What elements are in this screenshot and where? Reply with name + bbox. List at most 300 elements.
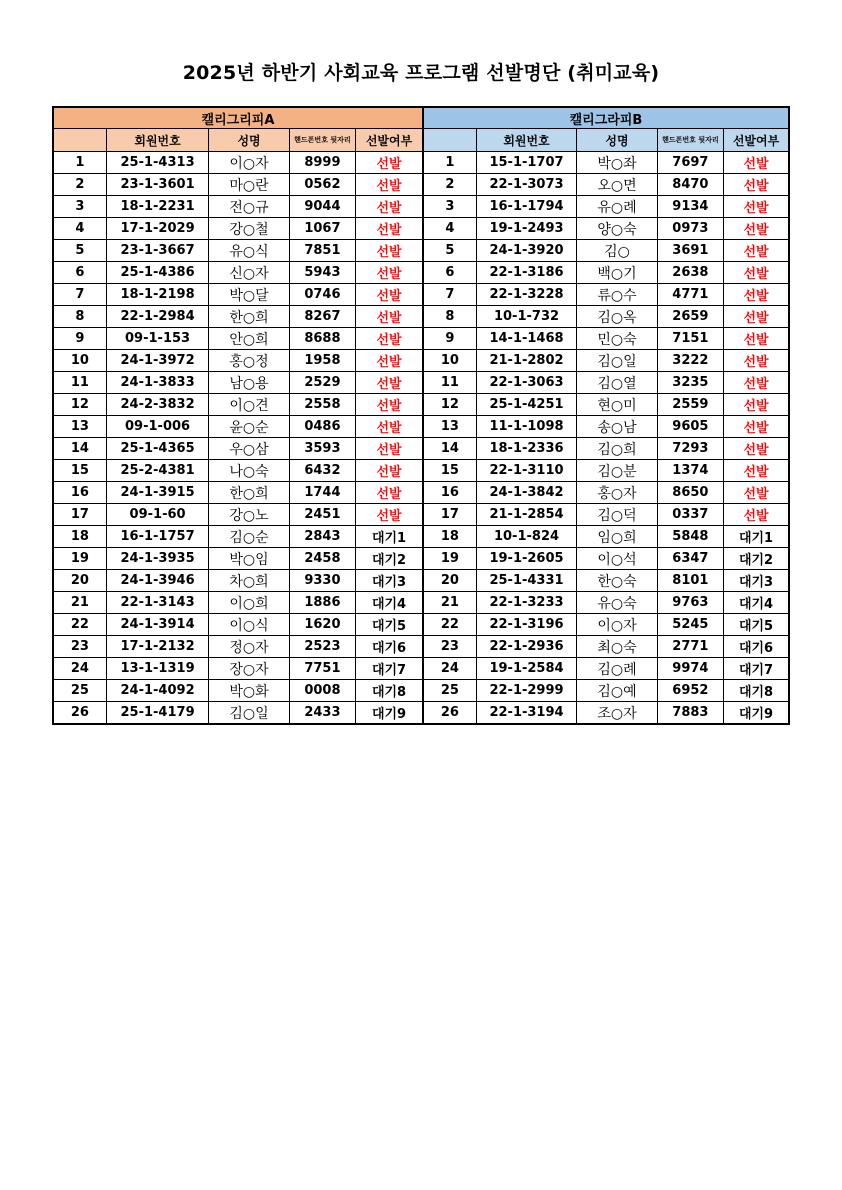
name-b: 임○희 <box>577 526 657 548</box>
member-number-a: 24-1-3972 <box>106 350 209 372</box>
member-number-a: 25-1-4313 <box>106 152 209 174</box>
result-b: 선발 <box>724 460 789 482</box>
phone-last4-b: 0973 <box>657 218 723 240</box>
name-a: 차○희 <box>209 570 289 592</box>
phone-last4-b: 0337 <box>657 504 723 526</box>
selection-table <box>52 106 790 725</box>
table-row <box>53 262 789 284</box>
table-row <box>53 218 789 240</box>
phone-last4-a: 2523 <box>289 636 355 658</box>
name-a: 전○규 <box>209 196 289 218</box>
phone-last4-b: 5848 <box>657 526 723 548</box>
name-b: 송○남 <box>577 416 657 438</box>
phone-last4-b: 9605 <box>657 416 723 438</box>
group-header-row <box>53 107 789 129</box>
name-a: 이○희 <box>209 592 289 614</box>
member-number-b: 25-1-4331 <box>476 570 577 592</box>
result-a: 대기9 <box>356 702 423 725</box>
row-number-a: 14 <box>53 438 106 460</box>
row-number-a: 21 <box>53 592 106 614</box>
result-b: 대기9 <box>724 702 789 725</box>
member-number-b: 19-1-2605 <box>476 548 577 570</box>
phone-last4-a: 0746 <box>289 284 355 306</box>
phone-last4-a: 2529 <box>289 372 355 394</box>
row-number-b: 13 <box>423 416 476 438</box>
row-number-b: 16 <box>423 482 476 504</box>
row-number-a: 26 <box>53 702 106 725</box>
result-a: 선발 <box>356 218 423 240</box>
table-row <box>53 680 789 702</box>
row-number-b: 9 <box>423 328 476 350</box>
phone-last4-b: 3222 <box>657 350 723 372</box>
row-number-b: 11 <box>423 372 476 394</box>
member-number-b: 11-1-1098 <box>476 416 577 438</box>
row-number-b: 25 <box>423 680 476 702</box>
name-b: 백○기 <box>577 262 657 284</box>
group-a-title: 캘리그리피A <box>53 107 423 129</box>
result-b: 선발 <box>724 416 789 438</box>
phone-last4-a: 3593 <box>289 438 355 460</box>
phone-last4-b: 9763 <box>657 592 723 614</box>
member-number-b: 14-1-1468 <box>476 328 577 350</box>
result-a: 선발 <box>356 196 423 218</box>
name-b: 김○옥 <box>577 306 657 328</box>
result-a: 선발 <box>356 306 423 328</box>
name-b: 김○분 <box>577 460 657 482</box>
member-number-a: 25-1-4386 <box>106 262 209 284</box>
col-result-b: 선발여부 <box>724 129 789 152</box>
phone-last4-b: 5245 <box>657 614 723 636</box>
name-a: 마○란 <box>209 174 289 196</box>
name-a: 김○순 <box>209 526 289 548</box>
result-b: 선발 <box>724 262 789 284</box>
row-number-a: 1 <box>53 152 106 174</box>
member-number-a: 25-1-4365 <box>106 438 209 460</box>
result-a: 선발 <box>356 350 423 372</box>
phone-last4-a: 8688 <box>289 328 355 350</box>
row-number-b: 8 <box>423 306 476 328</box>
phone-last4-b: 8650 <box>657 482 723 504</box>
table-row <box>53 570 789 592</box>
result-a: 선발 <box>356 174 423 196</box>
result-b: 대기2 <box>724 548 789 570</box>
name-a: 홍○정 <box>209 350 289 372</box>
member-number-b: 22-1-3110 <box>476 460 577 482</box>
table-row <box>53 504 789 526</box>
table-row <box>53 372 789 394</box>
row-number-b: 18 <box>423 526 476 548</box>
name-a: 이○자 <box>209 152 289 174</box>
result-b: 대기7 <box>724 658 789 680</box>
row-number-a: 2 <box>53 174 106 196</box>
row-number-b: 1 <box>423 152 476 174</box>
name-a: 박○달 <box>209 284 289 306</box>
phone-last4-b: 8101 <box>657 570 723 592</box>
row-number-a: 22 <box>53 614 106 636</box>
result-b: 대기6 <box>724 636 789 658</box>
column-header-row <box>53 129 789 152</box>
phone-last4-a: 1958 <box>289 350 355 372</box>
name-a: 강○노 <box>209 504 289 526</box>
table-row <box>53 174 789 196</box>
member-number-b: 19-1-2493 <box>476 218 577 240</box>
phone-last4-b: 9134 <box>657 196 723 218</box>
phone-last4-a: 2458 <box>289 548 355 570</box>
result-a: 대기6 <box>356 636 423 658</box>
row-number-b: 7 <box>423 284 476 306</box>
result-b: 대기4 <box>724 592 789 614</box>
phone-last4-b: 9974 <box>657 658 723 680</box>
table-row <box>53 548 789 570</box>
member-number-a: 24-1-3935 <box>106 548 209 570</box>
member-number-a: 24-1-3914 <box>106 614 209 636</box>
phone-last4-b: 2559 <box>657 394 723 416</box>
member-number-b: 22-1-3196 <box>476 614 577 636</box>
col-member-a: 회원번호 <box>106 129 209 152</box>
phone-last4-b: 7697 <box>657 152 723 174</box>
member-number-b: 22-1-3194 <box>476 702 577 725</box>
name-b: 김○례 <box>577 658 657 680</box>
row-number-a: 16 <box>53 482 106 504</box>
name-b: 유○례 <box>577 196 657 218</box>
col-member-b: 회원번호 <box>476 129 577 152</box>
name-b: 류○수 <box>577 284 657 306</box>
result-a: 대기7 <box>356 658 423 680</box>
table-row <box>53 460 789 482</box>
name-b: 민○숙 <box>577 328 657 350</box>
member-number-a: 25-1-4179 <box>106 702 209 725</box>
result-a: 선발 <box>356 284 423 306</box>
row-number-a: 25 <box>53 680 106 702</box>
result-b: 선발 <box>724 284 789 306</box>
name-a: 우○삼 <box>209 438 289 460</box>
table-row <box>53 350 789 372</box>
table-row <box>53 438 789 460</box>
result-a: 대기5 <box>356 614 423 636</box>
col-phone-a: 핸드폰번호 뒷자리 <box>289 129 355 152</box>
member-number-a: 24-1-3946 <box>106 570 209 592</box>
member-number-b: 22-1-3228 <box>476 284 577 306</box>
member-number-a: 09-1-153 <box>106 328 209 350</box>
row-number-a: 12 <box>53 394 106 416</box>
table-row <box>53 328 789 350</box>
member-number-a: 13-1-1319 <box>106 658 209 680</box>
table-row <box>53 284 789 306</box>
row-number-a: 23 <box>53 636 106 658</box>
name-a: 남○용 <box>209 372 289 394</box>
name-b: 김○ <box>577 240 657 262</box>
member-number-b: 22-1-3233 <box>476 592 577 614</box>
row-number-b: 10 <box>423 350 476 372</box>
row-number-a: 11 <box>53 372 106 394</box>
phone-last4-a: 8999 <box>289 152 355 174</box>
row-number-b: 23 <box>423 636 476 658</box>
row-number-a: 13 <box>53 416 106 438</box>
table-row <box>53 614 789 636</box>
phone-last4-a: 1886 <box>289 592 355 614</box>
group-b-title: 캘리그라피B <box>423 107 789 129</box>
row-number-a: 19 <box>53 548 106 570</box>
phone-last4-a: 1620 <box>289 614 355 636</box>
member-number-b: 16-1-1794 <box>476 196 577 218</box>
name-a: 강○철 <box>209 218 289 240</box>
row-number-a: 18 <box>53 526 106 548</box>
name-b: 김○덕 <box>577 504 657 526</box>
phone-last4-a: 2558 <box>289 394 355 416</box>
member-number-a: 25-2-4381 <box>106 460 209 482</box>
row-number-b: 22 <box>423 614 476 636</box>
result-b: 선발 <box>724 306 789 328</box>
row-number-a: 3 <box>53 196 106 218</box>
member-number-a: 24-1-3915 <box>106 482 209 504</box>
member-number-b: 22-1-2999 <box>476 680 577 702</box>
name-b: 조○자 <box>577 702 657 725</box>
row-number-a: 10 <box>53 350 106 372</box>
phone-last4-b: 2638 <box>657 262 723 284</box>
phone-last4-a: 2451 <box>289 504 355 526</box>
col-result-a: 선발여부 <box>356 129 423 152</box>
name-a: 한○희 <box>209 482 289 504</box>
phone-last4-b: 6952 <box>657 680 723 702</box>
member-number-a: 23-1-3601 <box>106 174 209 196</box>
result-b: 선발 <box>724 482 789 504</box>
result-b: 선발 <box>724 372 789 394</box>
member-number-b: 25-1-4251 <box>476 394 577 416</box>
member-number-a: 18-1-2198 <box>106 284 209 306</box>
row-number-a: 5 <box>53 240 106 262</box>
name-a: 박○화 <box>209 680 289 702</box>
member-number-b: 22-1-3186 <box>476 262 577 284</box>
member-number-b: 15-1-1707 <box>476 152 577 174</box>
phone-last4-b: 3235 <box>657 372 723 394</box>
result-a: 선발 <box>356 460 423 482</box>
phone-last4-a: 0486 <box>289 416 355 438</box>
name-b: 이○석 <box>577 548 657 570</box>
name-b: 양○숙 <box>577 218 657 240</box>
member-number-a: 24-1-4092 <box>106 680 209 702</box>
member-number-a: 22-1-2984 <box>106 306 209 328</box>
row-number-b: 26 <box>423 702 476 725</box>
phone-last4-a: 1067 <box>289 218 355 240</box>
phone-last4-b: 6347 <box>657 548 723 570</box>
phone-last4-a: 2843 <box>289 526 355 548</box>
name-a: 박○임 <box>209 548 289 570</box>
result-a: 대기3 <box>356 570 423 592</box>
row-number-a: 20 <box>53 570 106 592</box>
row-number-a: 6 <box>53 262 106 284</box>
member-number-b: 10-1-824 <box>476 526 577 548</box>
member-number-b: 18-1-2336 <box>476 438 577 460</box>
name-b: 박○좌 <box>577 152 657 174</box>
name-a: 유○식 <box>209 240 289 262</box>
name-a: 안○희 <box>209 328 289 350</box>
member-number-a: 22-1-3143 <box>106 592 209 614</box>
row-number-b: 2 <box>423 174 476 196</box>
name-a: 김○일 <box>209 702 289 725</box>
phone-last4-b: 7883 <box>657 702 723 725</box>
phone-last4-a: 6432 <box>289 460 355 482</box>
name-a: 장○자 <box>209 658 289 680</box>
member-number-a: 09-1-60 <box>106 504 209 526</box>
result-a: 선발 <box>356 372 423 394</box>
name-b: 유○숙 <box>577 592 657 614</box>
name-a: 신○자 <box>209 262 289 284</box>
result-a: 선발 <box>356 152 423 174</box>
result-a: 선발 <box>356 262 423 284</box>
name-a: 이○견 <box>209 394 289 416</box>
result-b: 선발 <box>724 174 789 196</box>
row-number-b: 3 <box>423 196 476 218</box>
result-b: 선발 <box>724 196 789 218</box>
col-name-b: 성명 <box>577 129 657 152</box>
table-row <box>53 240 789 262</box>
table-row <box>53 636 789 658</box>
row-number-a: 7 <box>53 284 106 306</box>
result-a: 대기1 <box>356 526 423 548</box>
result-b: 선발 <box>724 218 789 240</box>
phone-last4-a: 2433 <box>289 702 355 725</box>
result-b: 대기5 <box>724 614 789 636</box>
member-number-b: 21-1-2854 <box>476 504 577 526</box>
phone-last4-a: 7751 <box>289 658 355 680</box>
phone-last4-a: 5943 <box>289 262 355 284</box>
member-number-b: 10-1-732 <box>476 306 577 328</box>
member-number-a: 24-1-3833 <box>106 372 209 394</box>
name-a: 이○식 <box>209 614 289 636</box>
result-b: 선발 <box>724 152 789 174</box>
result-a: 대기2 <box>356 548 423 570</box>
result-b: 선발 <box>724 240 789 262</box>
phone-last4-b: 8470 <box>657 174 723 196</box>
row-number-b: 12 <box>423 394 476 416</box>
row-number-b: 19 <box>423 548 476 570</box>
row-number-a: 24 <box>53 658 106 680</box>
name-b: 한○숙 <box>577 570 657 592</box>
phone-last4-b: 7293 <box>657 438 723 460</box>
result-b: 선발 <box>724 394 789 416</box>
result-a: 선발 <box>356 240 423 262</box>
member-number-a: 23-1-3667 <box>106 240 209 262</box>
table-row <box>53 482 789 504</box>
phone-last4-a: 7851 <box>289 240 355 262</box>
member-number-b: 22-1-2936 <box>476 636 577 658</box>
row-number-b: 14 <box>423 438 476 460</box>
phone-last4-a: 9044 <box>289 196 355 218</box>
row-number-a: 15 <box>53 460 106 482</box>
table-row <box>53 658 789 680</box>
result-a: 선발 <box>356 328 423 350</box>
member-number-a: 24-2-3832 <box>106 394 209 416</box>
phone-last4-b: 4771 <box>657 284 723 306</box>
result-b: 선발 <box>724 350 789 372</box>
result-a: 선발 <box>356 438 423 460</box>
name-a: 윤○순 <box>209 416 289 438</box>
col-no-a <box>53 129 106 152</box>
result-b: 대기3 <box>724 570 789 592</box>
member-number-a: 17-1-2029 <box>106 218 209 240</box>
phone-last4-b: 2659 <box>657 306 723 328</box>
col-phone-b: 핸드폰번호 뒷자리 <box>657 129 723 152</box>
member-number-a: 16-1-1757 <box>106 526 209 548</box>
result-a: 선발 <box>356 482 423 504</box>
col-name-a: 성명 <box>209 129 289 152</box>
member-number-b: 24-1-3920 <box>476 240 577 262</box>
result-b: 대기1 <box>724 526 789 548</box>
result-b: 선발 <box>724 328 789 350</box>
phone-last4-a: 9330 <box>289 570 355 592</box>
row-number-b: 5 <box>423 240 476 262</box>
table-row <box>53 394 789 416</box>
row-number-a: 9 <box>53 328 106 350</box>
member-number-b: 21-1-2802 <box>476 350 577 372</box>
name-b: 현○미 <box>577 394 657 416</box>
name-a: 정○자 <box>209 636 289 658</box>
name-b: 오○면 <box>577 174 657 196</box>
phone-last4-b: 3691 <box>657 240 723 262</box>
result-a: 선발 <box>356 416 423 438</box>
result-a: 대기4 <box>356 592 423 614</box>
name-b: 김○희 <box>577 438 657 460</box>
table-row <box>53 152 789 174</box>
phone-last4-b: 2771 <box>657 636 723 658</box>
result-a: 대기8 <box>356 680 423 702</box>
table-row <box>53 702 789 725</box>
phone-last4-b: 7151 <box>657 328 723 350</box>
page-title: 2025년 하반기 사회교육 프로그램 선발명단 (취미교육) <box>182 62 660 84</box>
row-number-b: 4 <box>423 218 476 240</box>
member-number-a: 18-1-2231 <box>106 196 209 218</box>
phone-last4-a: 1744 <box>289 482 355 504</box>
table-row <box>53 592 789 614</box>
name-b: 김○열 <box>577 372 657 394</box>
table-row <box>53 196 789 218</box>
row-number-b: 15 <box>423 460 476 482</box>
name-b: 이○자 <box>577 614 657 636</box>
member-number-b: 22-1-3063 <box>476 372 577 394</box>
table-row <box>53 526 789 548</box>
row-number-b: 21 <box>423 592 476 614</box>
row-number-a: 8 <box>53 306 106 328</box>
row-number-b: 24 <box>423 658 476 680</box>
result-a: 선발 <box>356 504 423 526</box>
member-number-b: 22-1-3073 <box>476 174 577 196</box>
phone-last4-b: 1374 <box>657 460 723 482</box>
table-row <box>53 416 789 438</box>
member-number-a: 17-1-2132 <box>106 636 209 658</box>
table-row <box>53 306 789 328</box>
row-number-b: 20 <box>423 570 476 592</box>
name-b: 홍○자 <box>577 482 657 504</box>
result-b: 선발 <box>724 438 789 460</box>
name-b: 최○숙 <box>577 636 657 658</box>
result-b: 대기8 <box>724 680 789 702</box>
row-number-b: 6 <box>423 262 476 284</box>
name-b: 김○일 <box>577 350 657 372</box>
col-no-b <box>423 129 476 152</box>
name-a: 나○숙 <box>209 460 289 482</box>
row-number-a: 4 <box>53 218 106 240</box>
row-number-b: 17 <box>423 504 476 526</box>
row-number-a: 17 <box>53 504 106 526</box>
result-a: 선발 <box>356 394 423 416</box>
result-b: 선발 <box>724 504 789 526</box>
phone-last4-a: 0562 <box>289 174 355 196</box>
name-b: 김○예 <box>577 680 657 702</box>
member-number-a: 09-1-006 <box>106 416 209 438</box>
name-a: 한○희 <box>209 306 289 328</box>
phone-last4-a: 0008 <box>289 680 355 702</box>
member-number-b: 19-1-2584 <box>476 658 577 680</box>
